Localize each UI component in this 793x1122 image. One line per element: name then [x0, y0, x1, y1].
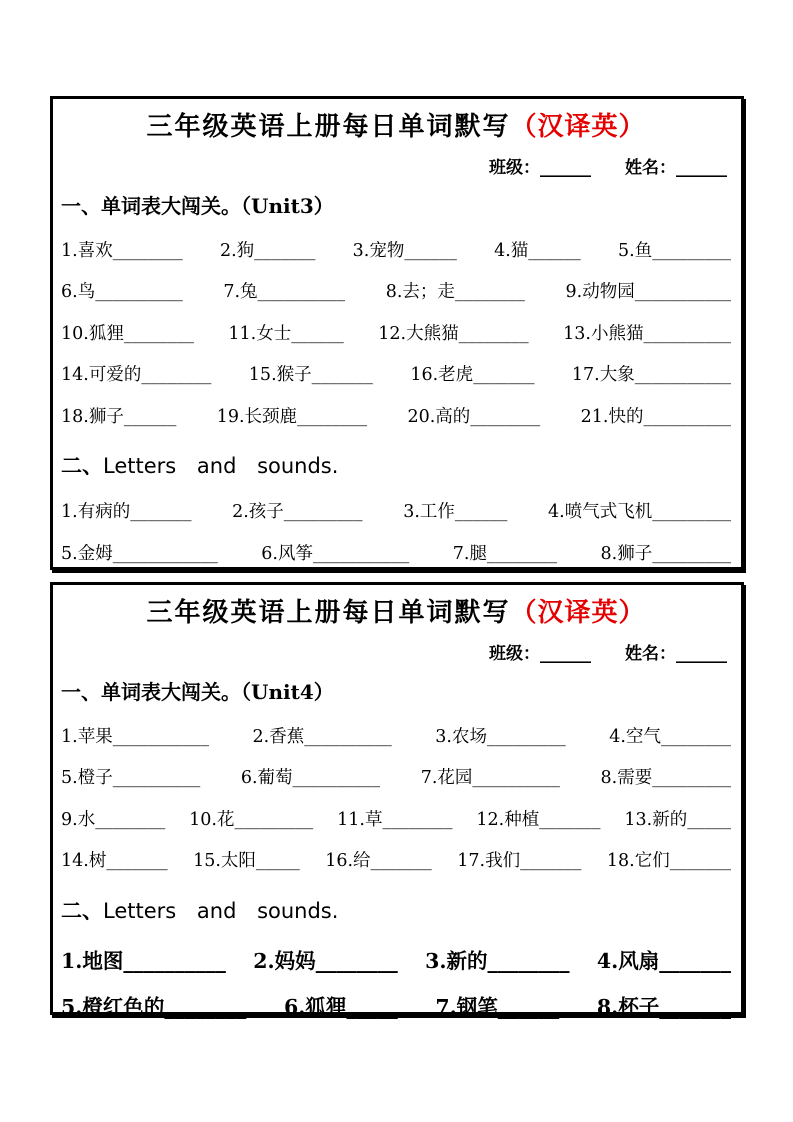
answer-blank: __________ [292, 768, 381, 789]
answer-blank: ________ [382, 809, 453, 830]
word-label: 3.新的 [425, 948, 488, 973]
word-label: 18.狮子 [61, 406, 124, 427]
answer-blank: ________ [487, 948, 570, 973]
word-item [580, 406, 731, 427]
answer-blank: _______ [254, 240, 316, 261]
class-blank: ______ [540, 157, 591, 178]
word-item [61, 367, 211, 385]
word-item [378, 323, 529, 344]
answer-blank: _______ [539, 809, 601, 830]
name-blank: ______ [676, 157, 727, 178]
answer-blank: _____ [346, 995, 398, 1020]
word-label: 12.种植 [476, 809, 540, 830]
answer-blank: _________ [652, 543, 731, 564]
word-label: 19.长颈鹿 [216, 406, 298, 427]
word-item [601, 770, 731, 788]
word-item [435, 997, 559, 1018]
word-label: 6.鸟 [61, 282, 96, 303]
word-item [421, 770, 560, 788]
worksheet-title-text: 三年级英语上册每日单词默写 [146, 598, 511, 628]
answer-blank: ________ [458, 323, 529, 344]
word-label: 5.金姆 [61, 543, 113, 564]
word-label: 5.橙红色的 [61, 995, 165, 1020]
word-item [252, 726, 392, 747]
answer-blank: _________ [234, 809, 314, 830]
answer-blank: ______ [454, 502, 508, 523]
answer-blank: _____ [687, 809, 731, 830]
section-two-heading [61, 450, 731, 480]
word-item [61, 948, 226, 973]
answer-blank: ________ [315, 948, 398, 973]
word-label: 16.老虎 [410, 365, 474, 386]
word-label: 7.花园 [420, 768, 473, 789]
answer-blank: _______ [106, 851, 168, 872]
answer-blank: ______ [528, 240, 581, 261]
word-item [284, 997, 398, 1018]
word-row [61, 809, 731, 830]
word-item [61, 406, 177, 427]
answer-blank: _________ [652, 768, 731, 789]
word-label: 6.狐狸 [284, 995, 347, 1020]
word-row [61, 948, 731, 973]
word-label: 1.地图 [61, 948, 124, 973]
word-label: 4.空气 [609, 726, 661, 747]
word-item [61, 726, 209, 747]
word-item [563, 323, 731, 344]
word-label: 9.水 [61, 809, 96, 830]
answer-blank: _______ [669, 851, 731, 872]
word-label: 10.花 [189, 809, 235, 830]
section-two-heading [61, 895, 731, 925]
word-item [607, 853, 731, 871]
word-item [61, 323, 194, 344]
word-item [61, 770, 200, 788]
answer-blank: _______ [520, 851, 582, 872]
word-item [548, 504, 731, 522]
answer-blank: _______ [659, 995, 731, 1020]
answer-blank: ___________ [634, 365, 731, 386]
word-item [228, 323, 344, 344]
unit3-letters-sounds-rows [61, 504, 731, 563]
section-one-heading-unit4: 一、单词表大闯关。（Unit4） [61, 679, 334, 704]
word-row [61, 284, 731, 302]
word-label: 8.去；走 [385, 282, 455, 303]
name-label: 姓名： [625, 157, 676, 178]
word-row [61, 504, 731, 522]
answer-blank: __________ [95, 282, 183, 303]
section-one-heading-unit3: 一、单词表大闯关。（Unit3） [61, 193, 334, 218]
word-item [452, 543, 557, 564]
answer-blank: ________ [112, 240, 183, 261]
word-label: 4.风扇 [596, 948, 660, 973]
word-label: 2.狗 [219, 240, 255, 261]
class-label: 班级： [489, 643, 540, 664]
section-two-number: 二、 [61, 897, 103, 923]
answer-blank: __________ [304, 726, 392, 747]
answer-blank: __________ [257, 282, 346, 303]
answer-blank: __________ [643, 323, 731, 344]
answer-blank: _________ [652, 240, 731, 261]
word-label: 12.大熊猫 [378, 323, 459, 344]
word-item [435, 726, 566, 747]
word-label: 16.给 [325, 851, 371, 872]
word-label: 17.我们 [457, 851, 521, 872]
worksheet-title [61, 113, 731, 143]
word-item [596, 948, 731, 973]
word-row [61, 543, 731, 564]
word-item [216, 406, 368, 427]
word-row [61, 323, 731, 344]
answer-blank: ________ [95, 809, 166, 830]
word-item [189, 809, 314, 830]
answer-blank: ______ [123, 406, 177, 427]
answer-blank: ________ [141, 365, 212, 386]
word-label: 15.猴子 [248, 365, 312, 386]
answer-blank: _______ [311, 365, 373, 386]
word-label: 6.葡萄 [240, 768, 293, 789]
word-label: 3.农场 [435, 726, 487, 747]
word-label: 21.快的 [580, 406, 644, 427]
word-label: 10.狐狸 [61, 323, 124, 344]
word-label: 20.高的 [407, 406, 471, 427]
word-label: 8.杯子 [596, 995, 660, 1020]
word-item [61, 284, 183, 302]
answer-blank: __________ [643, 406, 731, 427]
section-two-title: Letters and sounds. [103, 454, 339, 479]
word-label: 1.有病的 [61, 502, 131, 523]
worksheet-card-unit4 [50, 582, 744, 1020]
word-item [223, 284, 345, 302]
word-item [410, 367, 534, 385]
worksheet-card-unit3 [50, 96, 744, 570]
answer-blank: ________ [164, 995, 247, 1020]
word-item [618, 240, 731, 261]
word-item [61, 504, 191, 522]
answer-blank: ________ [486, 543, 557, 564]
word-label: 11.草 [337, 809, 383, 830]
section-two-title: Letters and sounds. [103, 898, 339, 923]
class-name-line [61, 153, 731, 178]
answer-blank: ______ [291, 323, 344, 344]
answer-blank: ________ [661, 726, 731, 747]
answer-blank: _________ [486, 726, 566, 747]
word-item [597, 997, 731, 1018]
word-item [425, 948, 570, 973]
answer-blank: ________ [297, 406, 368, 427]
word-item [403, 504, 507, 522]
unit3-vocab-rows [61, 240, 731, 427]
section-two-number: 二、 [61, 453, 103, 479]
word-label: 8.狮子 [600, 543, 653, 564]
word-item [457, 853, 581, 871]
word-label: 9.动物园 [565, 282, 635, 303]
word-label: 18.它们 [606, 851, 670, 872]
word-label: 7.钢笔 [435, 995, 498, 1020]
word-item [219, 240, 316, 261]
word-item [337, 809, 453, 830]
answer-blank: _______ [473, 365, 535, 386]
word-label: 5.橙子 [61, 768, 113, 789]
class-name-line [61, 639, 731, 664]
word-item [476, 809, 601, 830]
word-item [61, 543, 218, 564]
answer-blank: __________ [472, 768, 560, 789]
word-item [386, 284, 525, 302]
word-label: 6.风筝 [261, 543, 313, 564]
word-row [61, 770, 731, 788]
answer-blank: ___________ [112, 726, 209, 747]
word-item [61, 997, 246, 1018]
answer-blank: _______ [130, 502, 192, 523]
word-label: 3.宠物 [352, 240, 405, 261]
word-row [61, 997, 731, 1018]
word-row [61, 367, 731, 385]
answer-blank: ________ [454, 282, 525, 303]
answer-blank: ________ [123, 323, 194, 344]
word-item [566, 284, 731, 302]
word-label: 1.喜欢 [61, 240, 113, 261]
word-item [609, 726, 731, 747]
word-item [600, 543, 731, 564]
answer-blank: _________ [652, 502, 731, 523]
word-row [61, 726, 731, 747]
answer-blank: ___________ [634, 282, 731, 303]
answer-blank: ______ [497, 995, 560, 1020]
answer-blank: ___________ [312, 543, 410, 564]
word-label: 14.树 [61, 851, 107, 872]
word-item [253, 948, 398, 973]
name-blank: ______ [676, 643, 727, 664]
word-item [232, 504, 362, 522]
answer-blank: _____ [255, 851, 300, 872]
word-label: 4.猫 [494, 240, 529, 261]
word-item [494, 240, 581, 261]
class-label: 班级： [489, 157, 540, 178]
word-row [61, 853, 731, 871]
answer-blank: __________ [112, 768, 201, 789]
word-row [61, 240, 731, 261]
word-label: 7.腿 [452, 543, 487, 564]
answer-blank: _______ [370, 851, 432, 872]
word-item [261, 543, 410, 564]
word-label: 7.兔 [223, 282, 258, 303]
word-label: 13.小熊猫 [563, 323, 644, 344]
word-label: 5.鱼 [618, 240, 653, 261]
title-annotation: （汉译英） [510, 112, 646, 142]
answer-blank: ________ [470, 406, 541, 427]
word-row [61, 406, 731, 427]
word-label: 8.需要 [600, 768, 653, 789]
word-item [572, 367, 731, 385]
answer-blank: ____________ [112, 543, 218, 564]
word-label: 15.太阳 [193, 851, 256, 872]
word-label: 14.可爱的 [61, 365, 142, 386]
word-item [241, 770, 380, 788]
word-label: 2.香蕉 [252, 726, 305, 747]
word-item [407, 406, 541, 427]
word-item [352, 240, 457, 261]
name-label: 姓名： [625, 643, 676, 664]
unit4-vocab-rows [61, 726, 731, 872]
unit4-letters-sounds-rows [61, 948, 731, 1020]
answer-blank: __________ [123, 948, 226, 973]
answer-blank: _______ [659, 948, 731, 973]
word-label: 13.新的 [624, 809, 688, 830]
word-item [61, 240, 183, 261]
answer-blank: ______ [404, 240, 457, 261]
word-item [193, 853, 300, 871]
word-label: 2.妈妈 [253, 948, 316, 973]
word-item [624, 809, 731, 830]
word-item [61, 809, 166, 830]
class-blank: ______ [540, 643, 591, 664]
word-label: 2.孩子 [232, 502, 284, 523]
answer-blank: _________ [283, 502, 363, 523]
word-label: 3.工作 [403, 502, 455, 523]
worksheet-title-text: 三年级英语上册每日单词默写 [146, 112, 511, 142]
worksheet-title [61, 599, 731, 629]
word-label: 1.苹果 [61, 726, 113, 747]
word-item [249, 367, 373, 385]
word-item [325, 853, 432, 871]
word-item [61, 853, 168, 871]
word-label: 17.大象 [571, 365, 635, 386]
word-label: 11.女士 [228, 323, 292, 344]
title-annotation: （汉译英） [510, 598, 646, 628]
word-label: 4.喷气式飞机 [548, 502, 653, 523]
